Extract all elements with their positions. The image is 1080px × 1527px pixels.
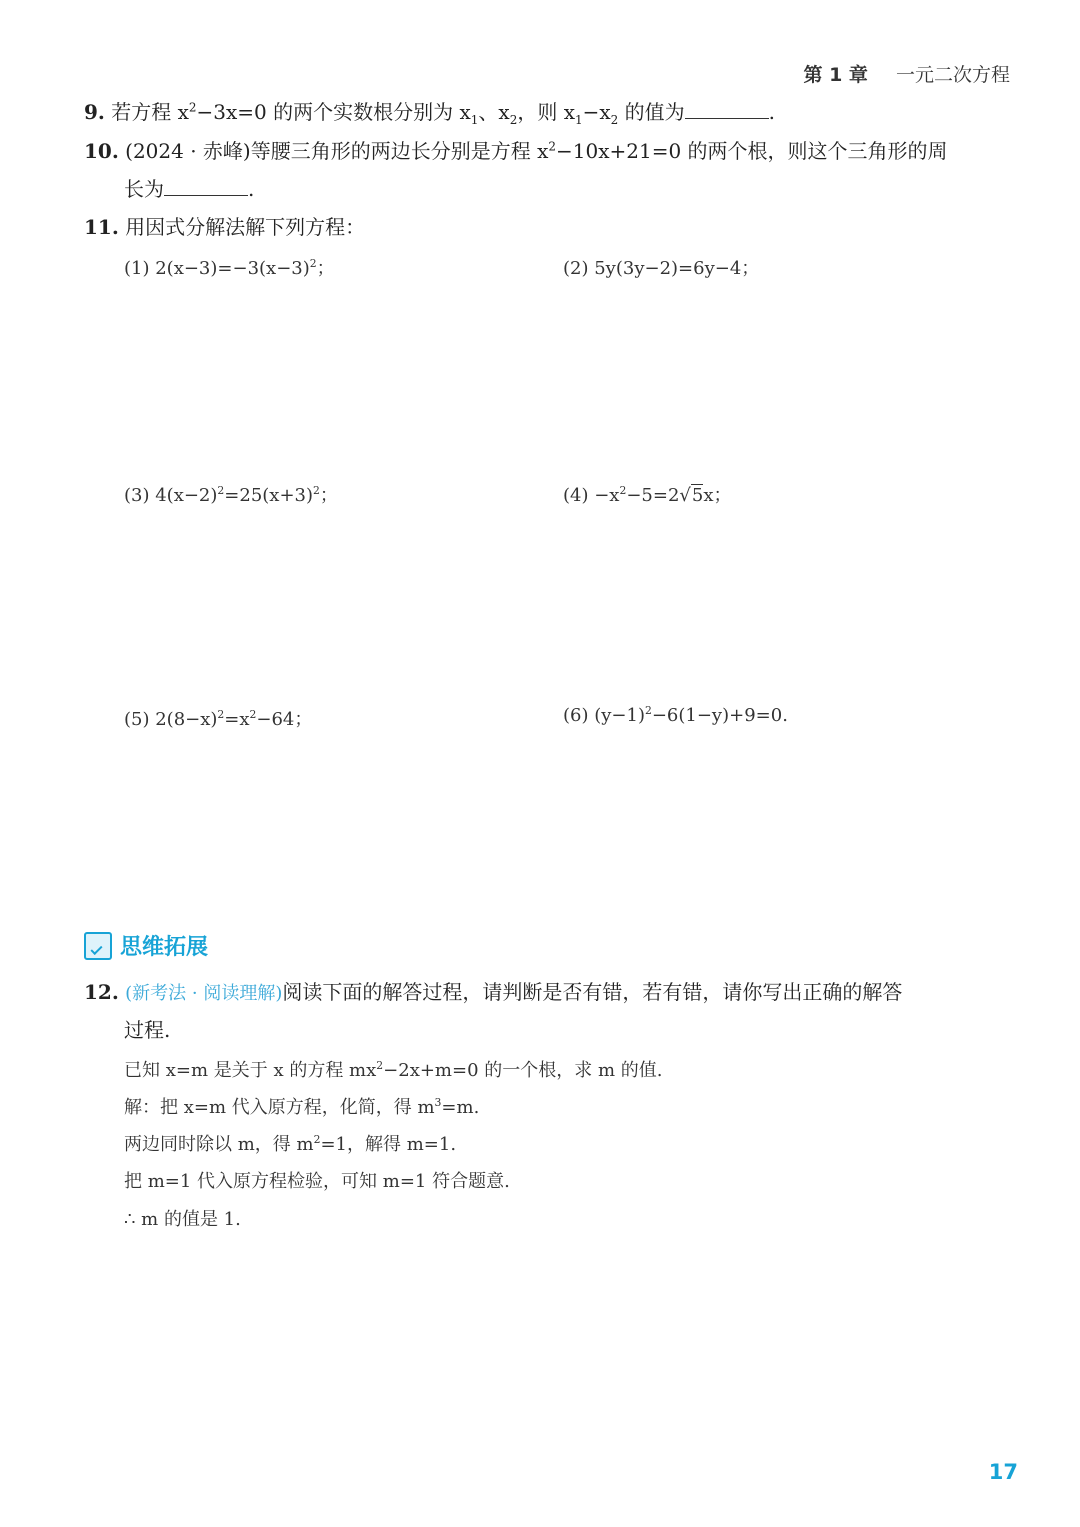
sup-2: 2 bbox=[313, 484, 320, 497]
q11-item-5 bbox=[124, 705, 312, 731]
sup-2: 2 bbox=[217, 708, 225, 721]
question-number: 9. bbox=[84, 100, 105, 124]
item-text: (6) (y−1) bbox=[563, 705, 645, 726]
q9-text-3: 、x bbox=[478, 100, 510, 124]
item-text: =25(x+3) bbox=[224, 485, 313, 506]
sup-2: 2 bbox=[548, 139, 557, 154]
item-text: ； bbox=[316, 258, 335, 279]
question-10 bbox=[84, 137, 948, 165]
q11-item-2 bbox=[563, 254, 759, 280]
item-text: ； bbox=[319, 485, 338, 506]
item-text: =1，解得 m=1. bbox=[320, 1134, 457, 1155]
item-text: 解：把 x=m 代入原方程，化简，得 m bbox=[124, 1097, 435, 1118]
item-text: (1) 2(x−3)=−3(x−3) bbox=[124, 258, 310, 279]
item-text: ∴ m 的值是 1. bbox=[124, 1209, 241, 1230]
page-header bbox=[803, 60, 1010, 87]
q10-text-1: (2024 · 赤峰)等腰三角形的两边长分别是方程 x bbox=[125, 139, 549, 163]
q11-item-4 bbox=[563, 481, 732, 507]
q10-text-3: 长为 bbox=[124, 177, 164, 201]
question-12 bbox=[84, 978, 902, 1008]
page-number: 17 bbox=[988, 1460, 1018, 1484]
question-number: 10. bbox=[84, 139, 119, 163]
question-number: 11. bbox=[84, 215, 119, 239]
q11-item-3 bbox=[124, 481, 338, 507]
q11-item-6 bbox=[563, 705, 788, 726]
question-9 bbox=[84, 98, 775, 126]
item-text: 已知 x=m 是关于 x 的方程 mx bbox=[124, 1060, 377, 1081]
q11-item-1 bbox=[124, 254, 335, 280]
sub-2: 2 bbox=[610, 113, 619, 127]
sub-1: 1 bbox=[574, 113, 583, 127]
answer-blank[interactable] bbox=[164, 177, 248, 196]
item-text: (4) −x bbox=[563, 485, 620, 506]
sqrt-symbol: √ bbox=[679, 485, 691, 506]
q12-line-4 bbox=[124, 1093, 479, 1119]
question-number: 12. bbox=[84, 980, 119, 1004]
sup-2: 2 bbox=[376, 1059, 384, 1072]
item-text: −5=2 bbox=[626, 485, 680, 506]
sqrt-radicand: 5 bbox=[691, 485, 704, 506]
section-icon bbox=[84, 932, 112, 960]
sup-2: 2 bbox=[188, 100, 197, 115]
question-tag: (新考法 · 阅读理解) bbox=[125, 983, 283, 1004]
item-text: (2) 5y(3y−2)=6y−4； bbox=[563, 258, 760, 279]
q12-line-5 bbox=[124, 1130, 456, 1156]
q11-prompt: 用因式分解法解下列方程： bbox=[125, 215, 366, 239]
section-heading bbox=[84, 930, 208, 961]
q9-end: . bbox=[768, 100, 776, 124]
question-10-line-2 bbox=[124, 175, 254, 203]
q9-text-2: −3x=0 的两个实数根分别为 x bbox=[196, 100, 471, 124]
item-text: x； bbox=[703, 485, 732, 506]
q9-text-1: 若方程 x bbox=[111, 100, 189, 124]
q12-line-6 bbox=[124, 1167, 510, 1193]
q12-text-2: 过程. bbox=[124, 1018, 171, 1042]
item-text: −64； bbox=[256, 709, 313, 730]
q12-line-2 bbox=[124, 1016, 170, 1044]
q10-end: . bbox=[248, 177, 255, 201]
q12-text-1: 阅读下面的解答过程，请判断是否有错，若有错，请你写出正确的解答 bbox=[282, 980, 903, 1004]
q9-text-5: −x bbox=[582, 100, 611, 124]
sup-3: 3 bbox=[434, 1096, 442, 1109]
item-text: −6(1−y)+9=0. bbox=[651, 705, 788, 726]
sup-2: 2 bbox=[619, 484, 627, 497]
sub-2: 2 bbox=[509, 113, 518, 127]
item-text: −2x+m=0 的一个根，求 m 的值. bbox=[383, 1060, 663, 1081]
q9-text-4: ，则 x bbox=[517, 100, 575, 124]
sup-2: 2 bbox=[313, 1133, 321, 1146]
section-title: 思维拓展 bbox=[120, 935, 209, 960]
question-11 bbox=[84, 213, 365, 241]
item-text: (3) 4(x−2) bbox=[124, 485, 218, 506]
item-text: 把 m=1 代入原方程检验，可知 m=1 符合题意. bbox=[124, 1171, 510, 1192]
item-text: (5) 2(8−x) bbox=[124, 709, 218, 730]
item-text: =x bbox=[224, 709, 250, 730]
sup-2: 2 bbox=[644, 704, 652, 717]
item-text: =m. bbox=[441, 1097, 480, 1118]
q12-line-3 bbox=[124, 1056, 662, 1082]
answer-blank[interactable] bbox=[685, 100, 769, 119]
q10-text-2: −10x+21=0 的两个根，则这个三角形的周 bbox=[556, 139, 948, 163]
sub-1: 1 bbox=[470, 113, 479, 127]
item-text: 两边同时除以 m，得 m bbox=[124, 1134, 314, 1155]
q9-text-6: 的值为 bbox=[618, 100, 685, 124]
sup-2: 2 bbox=[249, 708, 257, 721]
chapter-number: 第 1 章 bbox=[803, 64, 868, 86]
q12-line-7 bbox=[124, 1205, 241, 1231]
chapter-title: 一元二次方程 bbox=[895, 64, 1010, 86]
sup-2: 2 bbox=[309, 257, 317, 270]
sup-2: 2 bbox=[217, 484, 225, 497]
